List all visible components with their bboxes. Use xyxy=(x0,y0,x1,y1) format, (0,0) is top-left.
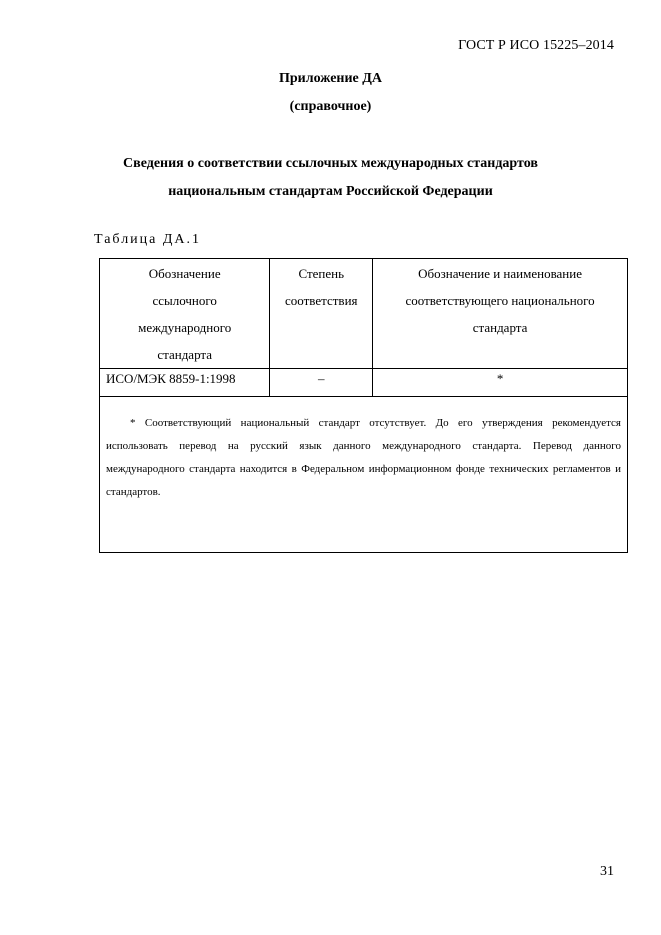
standard-designation: ГОСТ Р ИСО 15225–2014 xyxy=(458,38,614,53)
table-row xyxy=(100,369,628,397)
section-heading xyxy=(0,150,661,206)
header-cell-degree: Степень соответствия xyxy=(270,259,373,369)
table-footnote xyxy=(100,397,628,553)
cell-national-standard: * xyxy=(373,369,628,397)
cell-degree: – xyxy=(270,369,373,397)
page-number: 31 xyxy=(600,864,614,879)
correspondence-table xyxy=(99,258,628,553)
section-heading-line1: Сведения о соответствии ссылочных международных стандартов xyxy=(123,156,538,171)
table-note-row xyxy=(100,397,628,553)
cell-designation: ИСО/МЭК 8859-1:1998 xyxy=(100,369,270,397)
table-header-row xyxy=(100,259,628,369)
table-caption: Таблица ДА.1 xyxy=(94,232,202,247)
footnote-text: * Соответствующий национальный стандарт отсутствует. До его утверждения рекомендуется использовать перевод на русский язык данного международного стандарта. Перевод данного международного стандарта находится в Федеральном информационном фонде технических регламентов и стандартов. xyxy=(106,417,621,498)
header-cell-designation: Обозначение ссылочного международного стандарта xyxy=(100,259,270,369)
header-cell-national-standard: Обозначение и наименование соответствующего национального стандарта xyxy=(373,259,628,369)
section-heading-line2: национальным стандартам Российской Федерации xyxy=(168,184,493,199)
appendix-title: Приложение ДА xyxy=(278,71,383,86)
appendix-subtitle: (справочное) xyxy=(289,99,372,114)
